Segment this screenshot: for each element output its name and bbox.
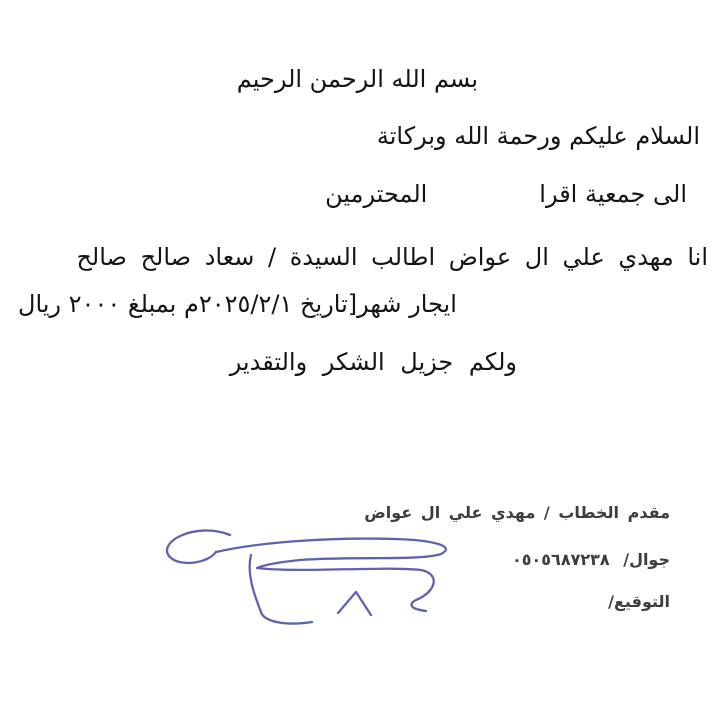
recipient-spacer xyxy=(427,179,539,210)
salutation-line: السلام عليكم ورحمة الله وبركاتة xyxy=(376,122,700,150)
bismillah-line: بسم الله الرحمن الرحيم xyxy=(236,65,478,93)
recipient-name: الى جمعية اقرا xyxy=(539,180,687,208)
mobile-line xyxy=(512,550,670,569)
closing-line: ولكم جزيل الشكر والتقدير xyxy=(229,348,517,376)
presenter-line: مقدم الخطاب / مهدي علي ال عواض xyxy=(364,503,670,522)
mobile-number: ٠٥٠٥٦٨٧٢٣٨ xyxy=(511,550,610,569)
body-line-2: ايجار شهر[تاريخ ٢٠٢٥/٢/١م بمبلغ ٢٠٠٠ ريال xyxy=(18,290,457,318)
signature-descender-stroke xyxy=(250,555,312,624)
handwritten-signature-icon xyxy=(140,515,500,645)
body-line-1: انا مهدي علي ال عواض اطالب السيدة / سعاد صالح صالح xyxy=(76,243,708,271)
signature-caret-stroke xyxy=(338,592,371,615)
recipient-line xyxy=(325,179,687,210)
recipient-honorific: المحترمين xyxy=(325,180,428,208)
signature-label: التوقيع/ xyxy=(608,592,670,611)
mobile-label: جوال/ xyxy=(623,550,670,569)
signature-loop-stroke xyxy=(167,531,230,563)
